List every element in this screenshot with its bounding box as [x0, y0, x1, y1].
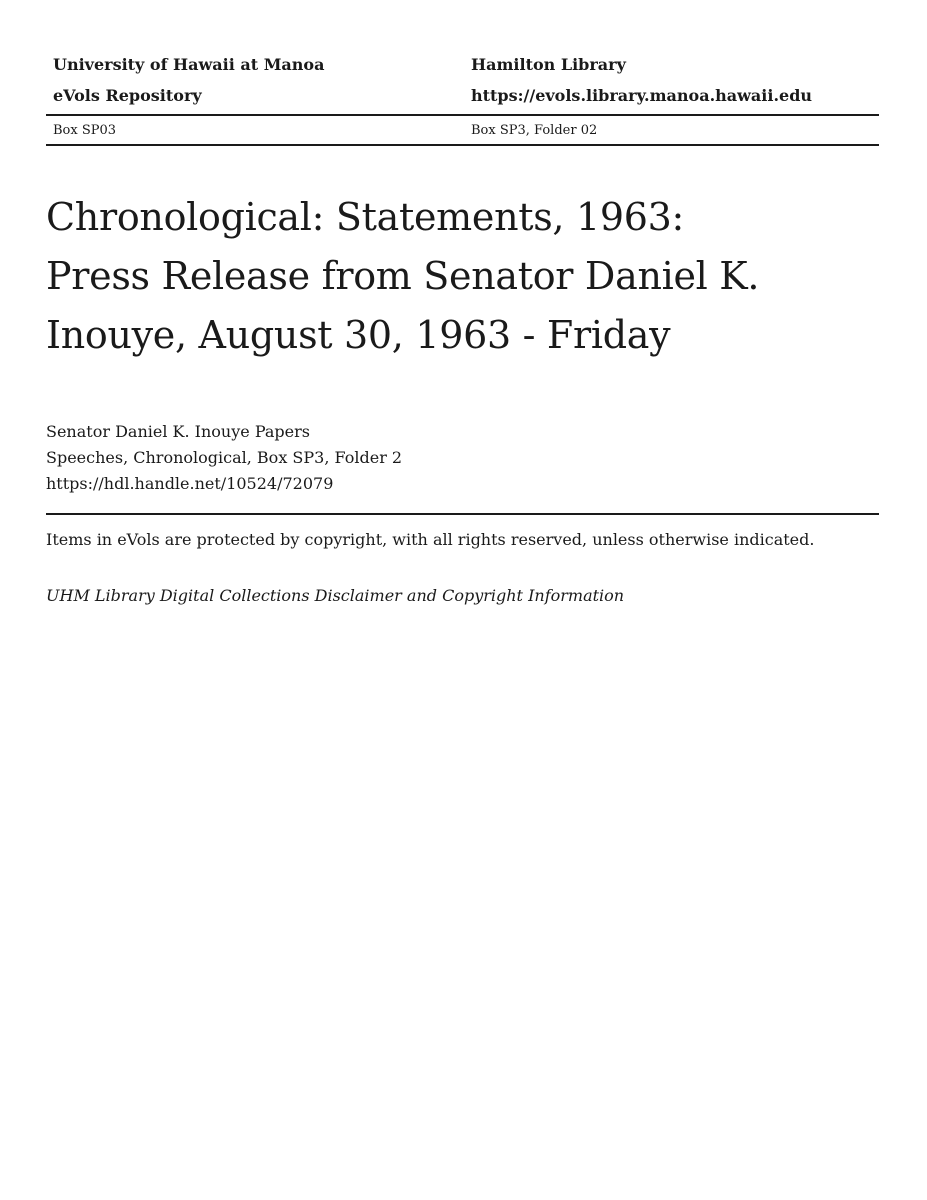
header-divider-bottom: [46, 144, 879, 146]
library-name: Hamilton Library: [471, 55, 626, 74]
box-row: [46, 116, 879, 144]
collection-name: Senator Daniel K. Inouye Papers: [46, 422, 310, 441]
handle-link[interactable]: https://hdl.handle.net/10524/72079: [46, 474, 334, 493]
document-metadata: [46, 419, 402, 497]
title-line-2: Press Release from Senator Daniel K.: [46, 254, 760, 298]
title-line-3: Inouye, August 30, 1963 - Friday: [46, 313, 671, 357]
disclaimer-link[interactable]: UHM Library Digital Collections Disclaimer and Copyright Information: [46, 586, 625, 605]
document-header: [46, 52, 879, 146]
repository-url[interactable]: https://evols.library.manoa.hawaii.edu: [471, 86, 813, 105]
institution-name: University of Hawaii at Manoa: [53, 55, 325, 74]
header-row-2: [46, 83, 879, 114]
copyright-statement: Items in eVols are protected by copyright, with all rights reserved, unless otherwise indicated.: [46, 530, 815, 549]
box-label: Box SP03: [53, 123, 117, 138]
repository-name: eVols Repository: [53, 86, 202, 105]
metadata-divider: [46, 513, 879, 515]
folder-label: Box SP3, Folder 02: [471, 123, 598, 138]
series-info: Speeches, Chronological, Box SP3, Folder 2: [46, 448, 403, 467]
title-line-1: Chronological: Statements, 1963:: [46, 195, 684, 239]
header-row-1: [46, 52, 879, 83]
document-title: [46, 188, 879, 365]
